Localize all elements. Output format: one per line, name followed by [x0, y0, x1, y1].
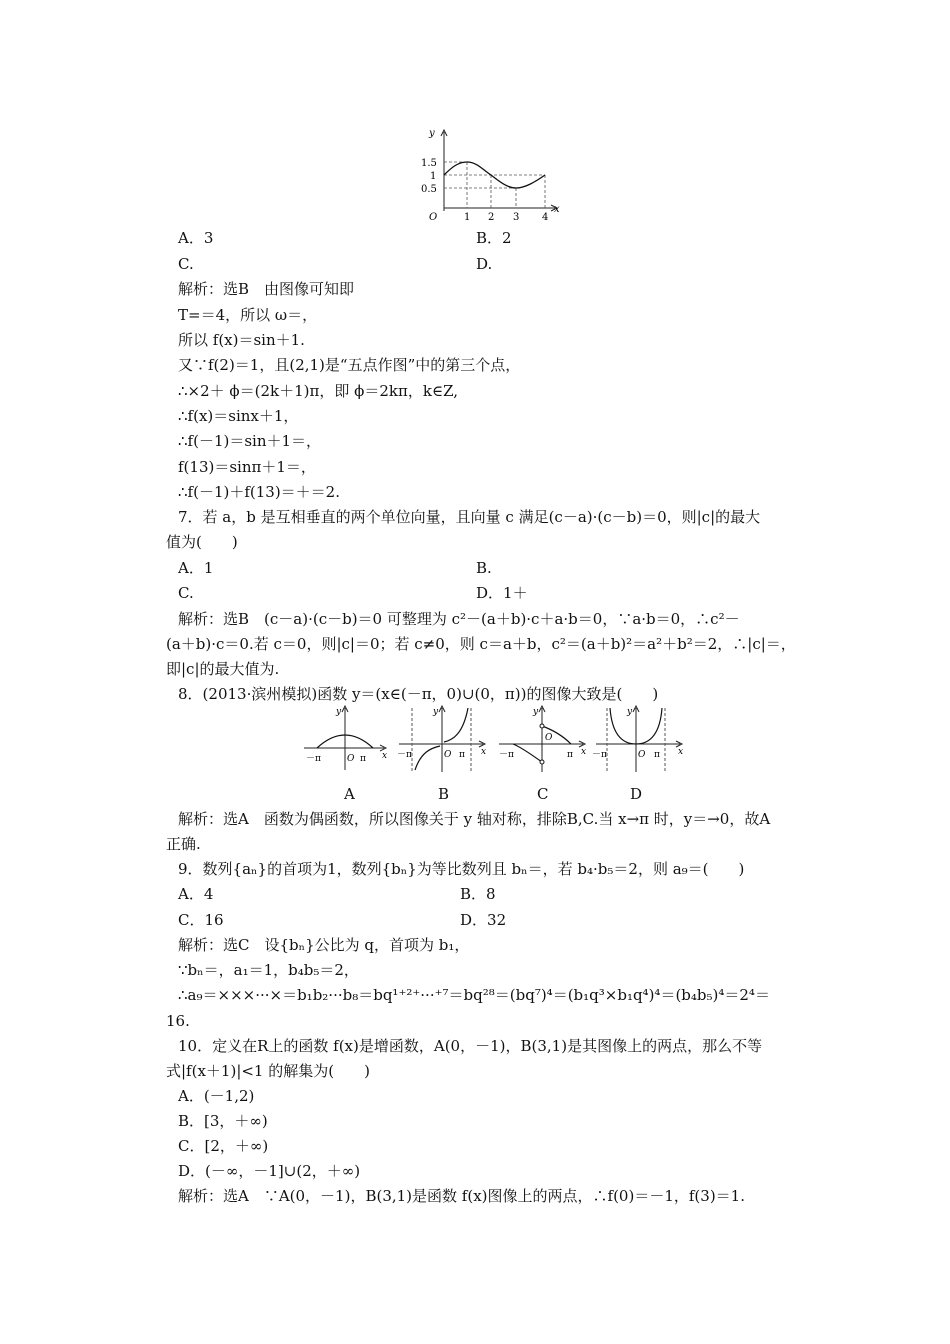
q6-solution-line: 又∵f(2)＝1，且(2,1)是“五点作图”中的第三个点，: [178, 356, 521, 374]
x-tick-4: 4: [542, 212, 549, 222]
q8-graph-a: [300, 704, 390, 774]
q9-stem: 9．数列{aₙ}的首项为1，数列{bₙ}为等比数列且 bₙ＝，若 b₄·b₅＝2，则 a₉＝( ): [178, 860, 745, 878]
y-axis-label: y: [533, 707, 539, 717]
q7-option-c: C.: [178, 584, 194, 602]
y-axis-label: y: [433, 707, 439, 717]
x-axis-label: x: [554, 204, 560, 215]
q7-stem: 7．若 a，b 是互相垂直的两个单位向量，且向量 c 满足(c－a)·(c－b)＝0，则|c|的最大: [178, 508, 761, 526]
q9-option-a: A．4: [178, 885, 214, 903]
q8-graph-d: [592, 704, 687, 774]
q9-solution-line: ∴a₉＝×××···×＝b₁b₂···b₈＝bq¹⁺²⁺···⁺⁷＝bq²⁸＝(bq⁷)⁴＝(b₁q³×b₁q⁴)⁴＝(b₄b₅)⁴＝2⁴＝: [178, 986, 770, 1004]
q10-option-a: A．(－1,2): [178, 1087, 255, 1105]
q7-solution-line: 即|c|的最大值为.: [166, 660, 280, 678]
pi-label: π: [459, 750, 465, 760]
q6-option-d: D.: [476, 255, 493, 273]
origin-label: O: [429, 212, 438, 222]
q8-graph-b: [395, 704, 490, 774]
origin-label: O: [638, 750, 646, 760]
q6-solution-line: ∴×2＋ ϕ＝(2k＋1)π，即 ϕ＝2kπ，k∈Z,: [178, 382, 458, 400]
q7-solution-line: (a＋b)·c＝0.若 c＝0，则|c|＝0；若 c≠0，则 c＝a＋b，c²＝(a＋b)²＝a²＋b²＝2，∴|c|＝，: [166, 635, 796, 653]
q8-stem: 8．(2013·滨州模拟)函数 y＝(x∈(－π，0)∪(0，π))的图像大致是( ): [178, 685, 659, 703]
q6-solution-line: ∴f(x)＝sinx＋1，: [178, 407, 299, 425]
graph-label-a: A: [344, 785, 355, 803]
pi-label: π: [360, 754, 366, 764]
neg-pi-label: －π: [592, 750, 607, 760]
q8-solution-line: 正确.: [166, 835, 201, 853]
q9-solution-line: 解析：选C 设{bₙ}公比为 q，首项为 b₁，: [178, 936, 470, 954]
graph-label-c: C: [537, 785, 549, 803]
q10-option-d: D．(－∞，－1]∪(2，＋∞): [178, 1162, 361, 1180]
q9-option-c: C．16: [178, 911, 224, 929]
q6-solution-line: 所以 f(x)＝sin＋1.: [178, 331, 305, 349]
q7-solution-line: 解析：选B (c－a)·(c－b)＝0 可整理为 c²－(a＋b)·c＋a·b＝0，∵a·b＝0，∴c²－: [178, 610, 740, 628]
neg-pi-label: －π: [397, 750, 412, 760]
q9-option-b: B．8: [460, 885, 496, 903]
q6-solution-line: 解析：选B 由图像可知即: [178, 280, 355, 298]
graph-label-b: B: [438, 785, 450, 803]
q6-solution-line: T=＝4，所以 ω＝，: [178, 306, 318, 324]
origin-label: O: [545, 733, 553, 743]
x-axis-label: x: [581, 747, 587, 757]
x-axis-label: x: [481, 747, 487, 757]
q9-solution-line: 16.: [166, 1012, 190, 1030]
q6-option-a: A．3: [178, 229, 214, 247]
x-axis-label: x: [678, 747, 684, 757]
y-tick-1-5: 1.5: [421, 158, 437, 169]
q10-stem: 10．定义在R上的函数 f(x)是增函数，A(0，－1)，B(3,1)是其图像上的两点，那么不等: [178, 1037, 763, 1055]
y-tick-1: 1: [430, 171, 437, 182]
x-tick-2: 2: [488, 212, 495, 222]
x-axis-label: x: [382, 751, 388, 761]
q6-option-b: B．2: [476, 229, 512, 247]
q8-solution-line: 解析：选A 函数为偶函数，所以图像关于 y 轴对称，排除B,C.当 x→π 时，y＝→0，故A: [178, 810, 771, 828]
q6-solution-line: f(13)＝sinπ＋1＝，: [178, 458, 316, 476]
q9-option-d: D．32: [460, 911, 507, 929]
q10-option-c: C．[2，＋∞): [178, 1137, 269, 1155]
q10-option-b: B．[3，＋∞): [178, 1112, 268, 1130]
q6-option-c: C.: [178, 255, 194, 273]
q10-stem-cont: 式|f(x＋1)|<1 的解集为( ): [166, 1062, 370, 1080]
y-axis-label: y: [336, 707, 342, 717]
y-axis-label: y: [627, 707, 633, 717]
q7-option-a: A．1: [178, 559, 214, 577]
sine-graph-figure: [415, 126, 565, 222]
q6-solution-line: ∴f(－1)＝sin＋1＝，: [178, 432, 322, 450]
x-tick-1: 1: [464, 212, 471, 222]
origin-label: O: [347, 754, 355, 764]
q9-solution-line: ∵bₙ＝，a₁＝1，b₄b₅＝2，: [178, 961, 359, 979]
x-tick-3: 3: [513, 212, 520, 222]
pi-label: π: [567, 750, 573, 760]
q7-option-d: D．1＋: [476, 584, 528, 602]
q7-stem-cont: 值为( ): [166, 533, 238, 551]
q7-option-b: B.: [476, 559, 492, 577]
q8-graph-c: [495, 704, 590, 774]
neg-pi-label: －π: [306, 754, 321, 764]
graph-label-d: D: [630, 785, 643, 803]
y-tick-0-5: 0.5: [421, 184, 437, 195]
q6-solution-line: ∴f(－1)＋f(13)＝＋＝2.: [178, 483, 340, 501]
q10-solution-line: 解析：选A ∵A(0，－1)，B(3,1)是函数 f(x)图像上的两点，∴f(0)＝－1，f(3)＝1.: [178, 1187, 745, 1205]
y-axis-label: y: [429, 128, 435, 139]
origin-label: O: [444, 750, 452, 760]
pi-label: π: [654, 750, 660, 760]
neg-pi-label: －π: [499, 750, 514, 760]
